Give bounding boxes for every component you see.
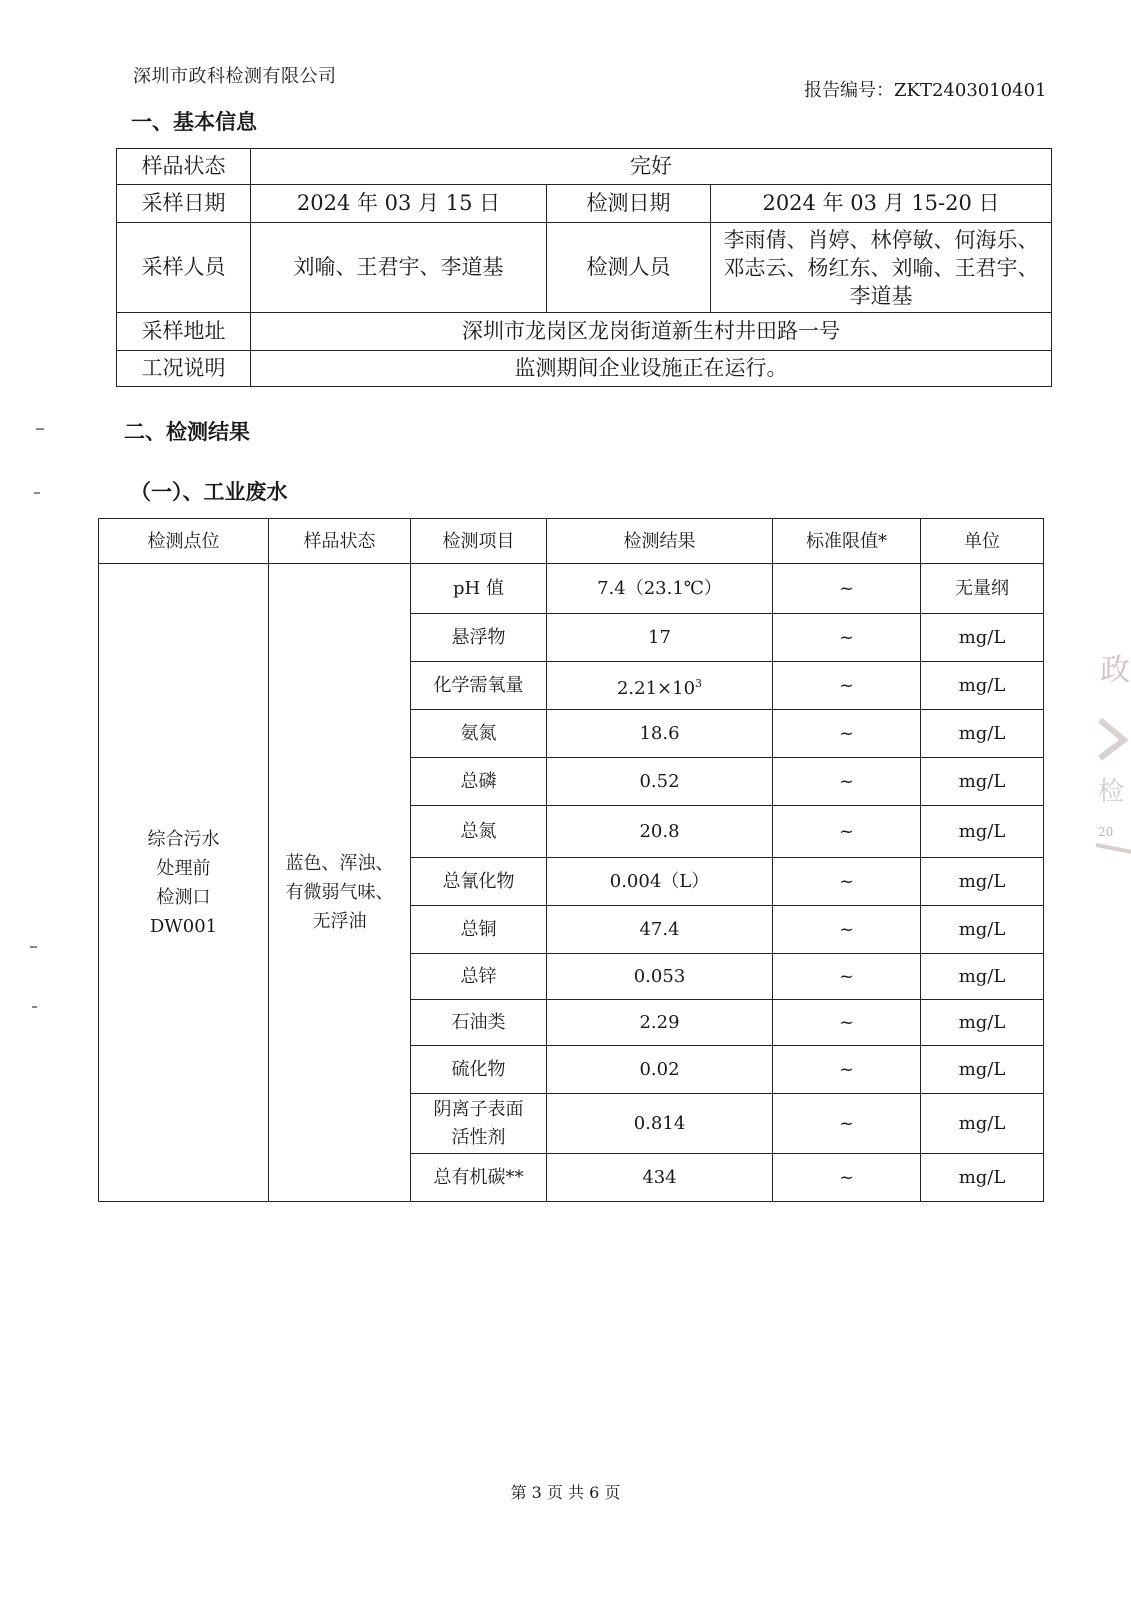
limit-cell: ~ <box>773 1094 921 1154</box>
item-cell: 总氰化物 <box>411 858 547 906</box>
result-cell: 47.4 <box>547 906 773 954</box>
limit-cell: ~ <box>773 954 921 1000</box>
section-wastewater-subtitle: （一）、工业废水 <box>130 479 288 504</box>
result-cell: 20.8 <box>547 806 773 858</box>
result-cell: 0.053 <box>547 954 773 1000</box>
item-cell: 总有机碳** <box>411 1154 547 1202</box>
state-line: 无浮油 <box>312 911 367 932</box>
limit-cell: ~ <box>773 906 921 954</box>
seal-graphic <box>1096 640 1131 870</box>
result-cell: 0.52 <box>547 758 773 806</box>
header-cell: 单位 <box>921 519 1044 564</box>
section-basic-info-title: 一、基本信息 <box>131 109 257 134</box>
limit-cell: ~ <box>773 1046 921 1094</box>
svg-text:检: 检 <box>1098 777 1125 807</box>
tester-line-3: 李道基 <box>849 283 913 308</box>
sampling-date-value: 2024 年 03 月 15 日 <box>251 185 547 223</box>
result-cell: 18.6 <box>547 710 773 758</box>
item-cell: 悬浮物 <box>411 614 547 662</box>
item-cell: 总氮 <box>411 806 547 858</box>
header-cell: 检测项目 <box>411 519 547 564</box>
result-cell: 0.814 <box>547 1094 773 1154</box>
address-label: 采样地址 <box>117 313 251 351</box>
address-value: 深圳市龙岗区龙岗街道新生村井田路一号 <box>251 313 1052 351</box>
item-cell: 总铜 <box>411 906 547 954</box>
sample-state-label: 样品状态 <box>117 149 251 185</box>
table-row <box>99 564 1044 614</box>
unit-cell: mg/L <box>921 858 1044 906</box>
item-line: 阴离子表面 <box>433 1098 524 1120</box>
condition-value: 监测期间企业设施正在运行。 <box>251 351 1052 387</box>
section-results-title: 二、检测结果 <box>124 419 250 444</box>
tester-label: 检测人员 <box>547 223 711 313</box>
result-cell: 434 <box>547 1154 773 1202</box>
item-cell <box>411 1094 547 1154</box>
header-cell: 检测点位 <box>99 519 269 564</box>
result-cell <box>547 662 773 710</box>
tester-line-1: 李雨倩、肖婷、林停敏、何海乐、 <box>723 227 1039 252</box>
results-table <box>98 518 1044 1202</box>
scan-mark <box>32 1006 37 1008</box>
point-line: 综合污水 <box>147 828 220 850</box>
result-cell: 0.004（L） <box>547 858 773 906</box>
scan-mark <box>34 492 40 494</box>
unit-cell: 无量纲 <box>921 564 1044 614</box>
testing-date-value: 2024 年 03 月 15-20 日 <box>711 185 1052 223</box>
point-line: DW001 <box>149 915 218 937</box>
item-line: 活性剂 <box>451 1126 506 1148</box>
unit-cell: mg/L <box>921 1046 1044 1094</box>
result-cell: 17 <box>547 614 773 662</box>
item-cell: 总锌 <box>411 954 547 1000</box>
item-cell: 化学需氧量 <box>411 662 547 710</box>
item-cell: 硫化物 <box>411 1046 547 1094</box>
limit-cell: ~ <box>773 564 921 614</box>
svg-text:20: 20 <box>1098 825 1114 839</box>
point-line: 处理前 <box>156 857 211 879</box>
tester-line-2: 邓志云、杨红东、刘喻、王君宇、 <box>723 255 1039 280</box>
tester-value <box>711 223 1052 313</box>
header-cell: 标准限值* <box>773 519 921 564</box>
result-cell: 0.02 <box>547 1046 773 1094</box>
testing-date-label: 检测日期 <box>547 185 711 223</box>
state-line: 有微弱气味、 <box>285 882 394 903</box>
scan-mark <box>36 428 44 430</box>
limit-cell: ~ <box>773 710 921 758</box>
item-cell: 总磷 <box>411 758 547 806</box>
result-exponent: 3 <box>695 676 703 690</box>
state-line: 蓝色、浑浊、 <box>285 853 394 874</box>
limit-cell: ~ <box>773 806 921 858</box>
result-base: 2.21×10 <box>616 677 696 699</box>
sampling-date-label: 采样日期 <box>117 185 251 223</box>
results-header-row <box>99 519 1044 564</box>
result-cell: 2.29 <box>547 1000 773 1046</box>
basic-info-table <box>116 148 1052 387</box>
unit-cell: mg/L <box>921 806 1044 858</box>
monitoring-point-cell <box>99 564 269 1202</box>
header-cell: 样品状态 <box>269 519 411 564</box>
item-cell: pH 值 <box>411 564 547 614</box>
unit-cell: mg/L <box>921 662 1044 710</box>
unit-cell: mg/L <box>921 710 1044 758</box>
item-cell: 石油类 <box>411 1000 547 1046</box>
limit-cell: ~ <box>773 614 921 662</box>
page-number: 第 3 页 共 6 页 <box>510 1483 621 1502</box>
scan-mark <box>30 946 37 948</box>
partial-seal-stamp <box>1096 640 1131 870</box>
unit-cell: mg/L <box>921 1154 1044 1202</box>
sample-state-value: 完好 <box>251 149 1052 185</box>
unit-cell: mg/L <box>921 1094 1044 1154</box>
result-cell: 7.4（23.1℃） <box>547 564 773 614</box>
limit-cell: ~ <box>773 758 921 806</box>
svg-text:政: 政 <box>1100 653 1130 688</box>
report-number: 报告编号：ZKT2403010401 <box>804 80 1047 101</box>
condition-label: 工况说明 <box>117 351 251 387</box>
header-cell: 检测结果 <box>547 519 773 564</box>
point-line: 检测口 <box>156 886 211 908</box>
unit-cell: mg/L <box>921 1000 1044 1046</box>
sample-state-cell <box>269 564 411 1202</box>
limit-cell: ~ <box>773 858 921 906</box>
sampler-value: 刘喻、王君宇、李道基 <box>251 223 547 313</box>
company-name: 深圳市政科检测有限公司 <box>133 66 337 87</box>
unit-cell: mg/L <box>921 954 1044 1000</box>
limit-cell: ~ <box>773 662 921 710</box>
sampler-label: 采样人员 <box>117 223 251 313</box>
limit-cell: ~ <box>773 1000 921 1046</box>
limit-cell: ~ <box>773 1154 921 1202</box>
unit-cell: mg/L <box>921 906 1044 954</box>
item-cell: 氨氮 <box>411 710 547 758</box>
unit-cell: mg/L <box>921 758 1044 806</box>
unit-cell: mg/L <box>921 614 1044 662</box>
